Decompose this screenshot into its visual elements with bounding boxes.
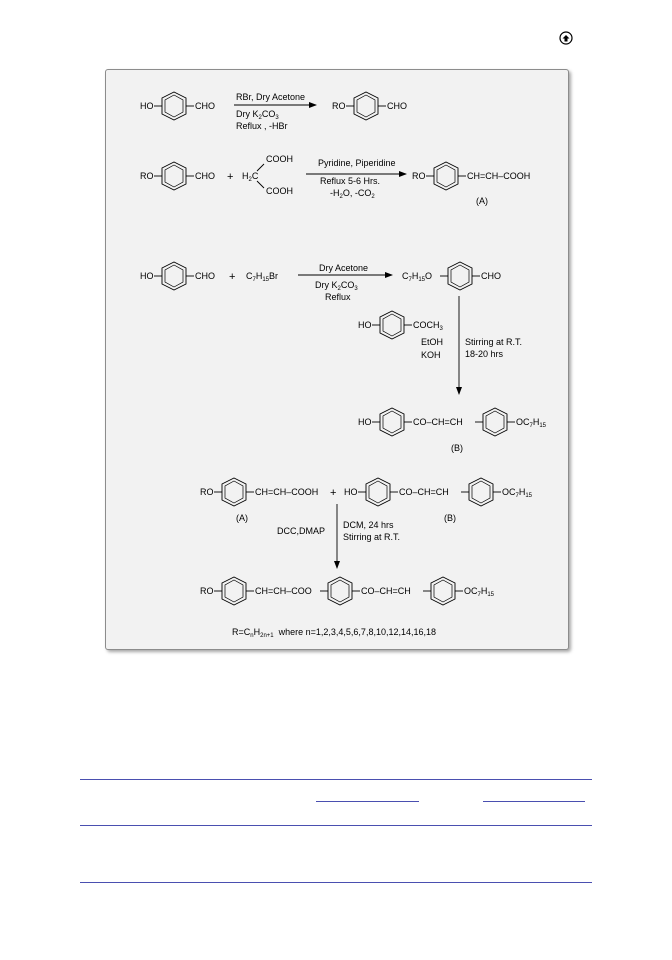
benzene-ring-icon [380, 311, 404, 339]
s3-product-ether: $C_7H_{15}O$ [402, 271, 433, 283]
s3-cond-2: Dry $K_2CO_3$ [315, 280, 358, 292]
step-2 [140, 154, 530, 206]
s2-cond-1: Pyridine, Piperidine [318, 158, 396, 168]
benzene-ring-icon [328, 577, 352, 605]
s4-product-chain: CO–CH=CH [413, 417, 463, 427]
step-4 [358, 296, 547, 453]
s5-acid-ro: RO [200, 487, 214, 497]
open-access-icon [559, 31, 573, 45]
s3-reactant-ho: HO [140, 271, 154, 281]
step-3 [140, 262, 501, 302]
benzene-ring-icon [380, 408, 404, 436]
s2-h2c: $H_2C$ [242, 171, 259, 183]
s4-product-ho: HO [358, 417, 372, 427]
s1-cond-1: RBr, Dry Acetone [236, 92, 306, 102]
table-bottom-rule [80, 882, 592, 883]
s2-cond-2: Reflux 5-6 Hrs. [320, 176, 381, 186]
reaction-scheme-figure [105, 69, 569, 650]
benzene-ring-icon [366, 478, 390, 506]
s5-product-heptyloxy: $OC_7H_{15}$ [464, 586, 495, 598]
s3-cond-1: Dry Acetone [319, 263, 369, 273]
s5-acid-chain: CH=CH–COOH [255, 487, 319, 497]
s2-cooh-top: COOH [266, 154, 293, 164]
s5-plus: + [330, 487, 337, 499]
benzene-ring-icon [448, 262, 472, 290]
s5-product-link2: CO–CH=CH [361, 586, 411, 596]
s2-plus: + [227, 171, 234, 183]
s2-reactant-ro: RO [140, 171, 154, 181]
s5-cond-1: DCM, 24 hrs [343, 520, 394, 530]
s2-product-ro: RO [412, 171, 426, 181]
s1-product-ro: RO [332, 101, 346, 111]
table-top-rule [80, 779, 592, 780]
benzene-ring-icon [469, 478, 493, 506]
s4-acetophenone-coch3: $COCH_3$ [413, 320, 443, 332]
s4-label-b: (B) [451, 443, 463, 453]
s5-reagent: DCC,DMAP [277, 526, 326, 536]
s4-cond-1: Stirring at R.T. [465, 337, 523, 347]
s5-cond-2: Stirring at R.T. [343, 532, 401, 542]
table-header-rule [80, 825, 592, 826]
benzene-ring-icon [434, 162, 458, 190]
s2-cond-3: $-H_2O$, $-CO_2$ [330, 188, 375, 200]
s2-reactant-cho: CHO [195, 171, 215, 181]
s5-product-link1: CH=CH–COO [255, 586, 312, 596]
benzene-ring-icon [222, 577, 246, 605]
s3-bromide: $C_7H_{15}Br$ [246, 271, 279, 283]
benzene-ring-icon [354, 92, 378, 120]
s4-cond-2: 18-20 hrs [465, 349, 504, 359]
s2-cooh-bottom: COOH [266, 186, 293, 196]
table-header-underline-1 [316, 801, 419, 802]
s3-plus: + [229, 271, 236, 283]
step-5 [200, 478, 533, 605]
s4-product-heptyloxy: $OC_7H_{15}$ [516, 417, 547, 429]
s3-product-cho: CHO [481, 271, 501, 281]
s1-cond-3: Reflux , -HBr [236, 121, 288, 131]
step-1 [140, 92, 407, 131]
s1-reactant-ho: HO [140, 101, 154, 111]
s4-acetophenone-ho: HO [358, 320, 372, 330]
s5-chalcone-chain: CO–CH=CH [399, 487, 449, 497]
benzene-ring-icon [483, 408, 507, 436]
scheme-footnote: $R=C_nH_{2n+1}$ where n=1,2,3,4,5,6,7,8,10,12,14,16,18 [232, 627, 437, 639]
s3-reactant-cho: CHO [195, 271, 215, 281]
benzene-ring-icon [162, 162, 186, 190]
s1-product-cho: CHO [387, 101, 407, 111]
benzene-ring-icon [162, 92, 186, 120]
s5-product-ro: RO [200, 586, 214, 596]
s5-label-b: (B) [444, 513, 456, 523]
benzene-ring-icon [431, 577, 455, 605]
s4-base-koh: KOH [421, 350, 441, 360]
s4-solvent-etoh: EtOH [421, 337, 444, 347]
s1-reactant-cho: CHO [195, 101, 215, 111]
s5-chalcone-ho: HO [344, 487, 358, 497]
s3-cond-3: Reflux [325, 292, 351, 302]
s5-label-a: (A) [236, 513, 248, 523]
s2-product-chain: CH=CH–COOH [467, 171, 531, 181]
benzene-ring-icon [162, 262, 186, 290]
s1-cond-2: Dry $K_2CO_3$ [236, 109, 279, 121]
table-header-underline-2 [483, 801, 585, 802]
s5-chalcone-heptyloxy: $OC_7H_{15}$ [502, 487, 533, 499]
s2-label-a: (A) [476, 196, 488, 206]
benzene-ring-icon [222, 478, 246, 506]
